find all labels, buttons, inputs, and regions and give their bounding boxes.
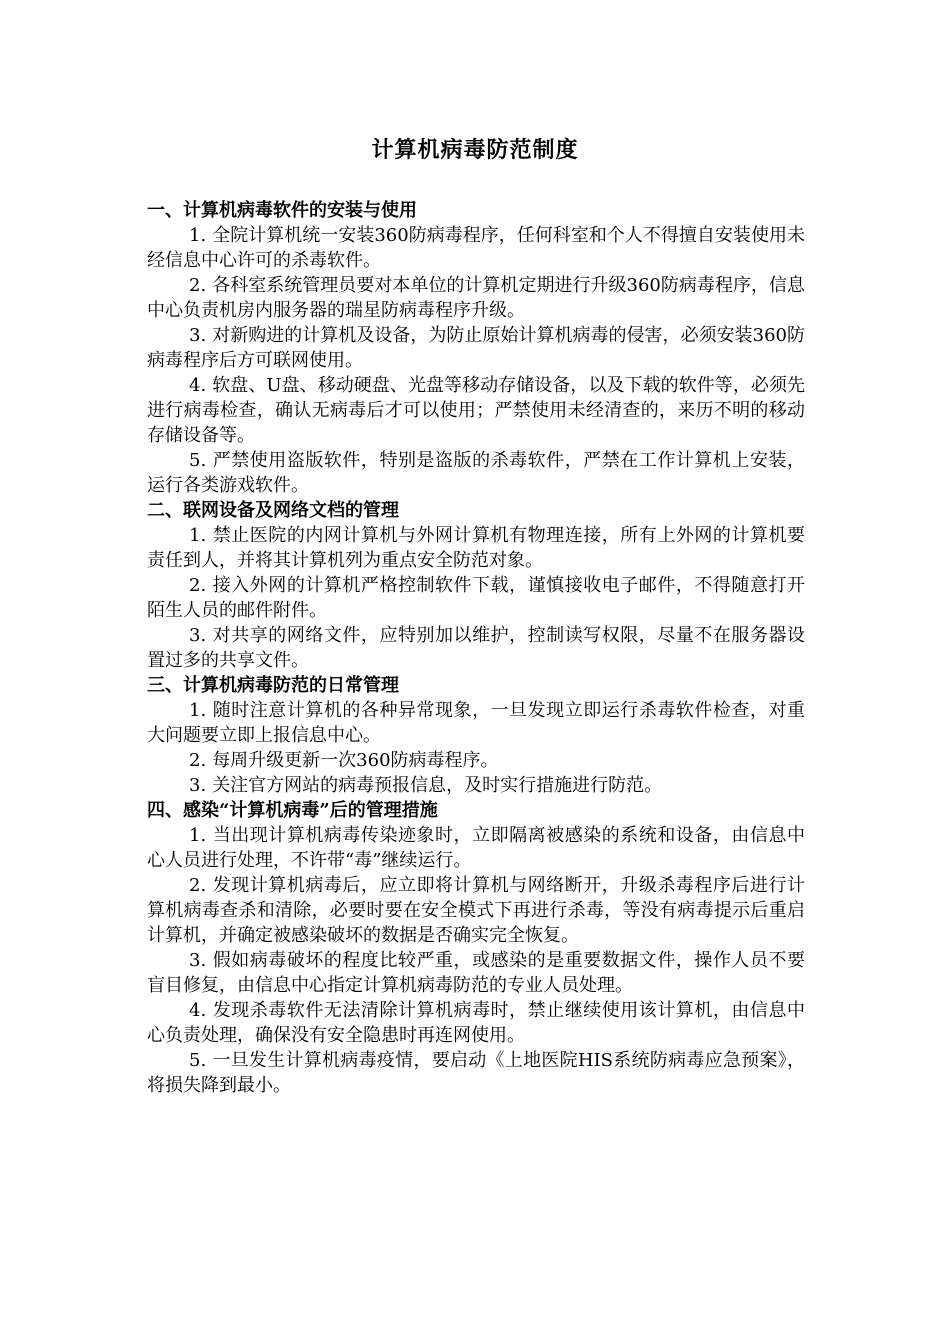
section-1 — [147, 198, 805, 498]
list-item — [147, 373, 805, 448]
list-item — [147, 698, 805, 748]
item-number: 2. — [189, 875, 207, 896]
document-title: 计算机病毒防范制度 — [371, 137, 579, 163]
list-item — [147, 523, 805, 573]
item-text: 一旦发生计算机病毒疫情，要启动《上地医院HIS系统防病毒应急预案》，将损失降到最小。 — [147, 1050, 805, 1096]
section-3 — [147, 673, 805, 798]
item-text: 随时注意计算机的各种异常现象，一旦发现立即运行杀毒软件检查，对重大问题要立即上报信息中心。 — [147, 700, 805, 746]
item-number: 2. — [189, 575, 207, 596]
list-item — [147, 573, 805, 623]
list-item — [147, 623, 805, 673]
item-number: 1. — [189, 525, 207, 546]
list-item — [147, 223, 805, 273]
list-item — [147, 448, 805, 498]
section-heading: 二、联网设备及网络文档的管理 — [147, 500, 399, 521]
item-text: 每周升级更新一次360防病毒程序。 — [212, 750, 499, 771]
list-item — [147, 823, 805, 873]
section-heading: 三、计算机病毒防范的日常管理 — [147, 675, 399, 696]
item-text: 禁止医院的内网计算机与外网计算机有物理连接，所有上外网的计算机要责任到人，并将其计算机列为重点安全防范对象。 — [147, 525, 805, 571]
item-number: 3. — [189, 775, 207, 796]
item-text: 全院计算机统一安装360防病毒程序，任何科室和个人不得擅自安装使用未经信息中心许可的杀毒软件。 — [147, 225, 805, 271]
item-number: 1. — [189, 825, 207, 846]
list-item — [147, 1048, 805, 1098]
item-number: 2. — [189, 275, 207, 296]
item-number: 3. — [189, 950, 207, 971]
list-item — [147, 873, 805, 948]
item-number: 3. — [189, 325, 207, 346]
list-item — [147, 748, 805, 773]
item-text: 发现计算机病毒后，应立即将计算机与网络断开，升级杀毒程序后进行计算机病毒查杀和清除，必要时要在安全模式下再进行杀毒，等没有病毒提示后重启计算机，并确定被感染破坏的数据是否确实完全恢复。 — [147, 875, 805, 946]
item-number: 5. — [189, 1050, 207, 1071]
item-number: 2. — [189, 750, 207, 771]
item-text: 发现杀毒软件无法清除计算机病毒时，禁止继续使用该计算机，由信息中心负责处理，确保没有安全隐患时再连网使用。 — [147, 1000, 805, 1046]
item-text: 当出现计算机病毒传染迹象时，立即隔离被感染的系统和设备，由信息中心人员进行处理，不许带“毒”继续运行。 — [147, 825, 805, 871]
item-text: 接入外网的计算机严格控制软件下载，谨慎接收电子邮件，不得随意打开陌生人员的邮件附件。 — [147, 575, 805, 621]
item-number: 4. — [189, 1000, 207, 1021]
section-4 — [147, 798, 805, 1098]
item-text: 软盘、U盘、移动硬盘、光盘等移动存储设备，以及下载的软件等，必须先进行病毒检查，确认无病毒后才可以使用；严禁使用未经清查的，来历不明的移动存储设备等。 — [147, 375, 805, 446]
list-item — [147, 948, 805, 998]
item-text: 对新购进的计算机及设备，为防止原始计算机病毒的侵害，必须安装360防病毒程序后方可联网使用。 — [147, 325, 805, 371]
list-item — [147, 323, 805, 373]
item-number: 1. — [189, 700, 207, 721]
item-text: 严禁使用盗版软件，特别是盗版的杀毒软件，严禁在工作计算机上安装，运行各类游戏软件。 — [147, 450, 805, 496]
list-item — [147, 273, 805, 323]
item-number: 3. — [189, 625, 207, 646]
section-2 — [147, 498, 805, 673]
list-item — [147, 773, 805, 798]
document-body — [147, 198, 805, 1098]
item-number: 4. — [189, 375, 207, 396]
section-heading: 四、感染“计算机病毒”后的管理措施 — [147, 800, 438, 821]
list-item — [147, 998, 805, 1048]
item-number: 1. — [189, 225, 207, 246]
item-text: 假如病毒破坏的程度比较严重，或感染的是重要数据文件，操作人员不要盲目修复，由信息中心指定计算机病毒防范的专业人员处理。 — [147, 950, 805, 996]
item-text: 关注官方网站的病毒预报信息，及时实行措施进行防范。 — [212, 775, 663, 796]
item-number: 5. — [189, 450, 207, 471]
section-heading: 一、计算机病毒软件的安装与使用 — [147, 200, 417, 221]
item-text: 对共享的网络文件，应特别加以维护，控制读写权限，尽量不在服务器设置过多的共享文件。 — [147, 625, 805, 671]
item-text: 各科室系统管理员要对本单位的计算机定期进行升级360防病毒程序，信息中心负责机房内服务器的瑞星防病毒程序升级。 — [147, 275, 805, 321]
